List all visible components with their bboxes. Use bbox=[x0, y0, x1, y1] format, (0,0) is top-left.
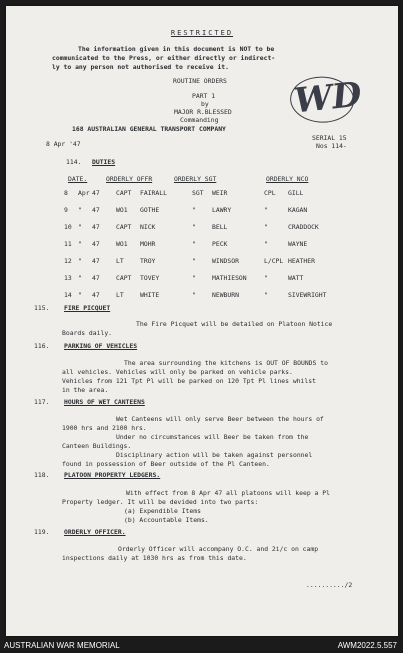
section-number: 116. bbox=[34, 342, 50, 350]
body-line: in the area. bbox=[62, 386, 109, 394]
body-line: inspections daily at 1030 hrs as from this date. bbox=[62, 554, 247, 562]
part-label: PART 1 bbox=[192, 92, 216, 100]
orderly-offr-rank: WO1 bbox=[116, 206, 128, 214]
orderly-nco-name: CRADDOCK bbox=[288, 223, 319, 231]
handwritten-initials: WD bbox=[292, 74, 364, 122]
orderly-sgt-rank: " bbox=[192, 274, 196, 282]
orderly-sgt-rank: " bbox=[192, 206, 196, 214]
orderly-offr-name: FAIRALL bbox=[140, 189, 167, 197]
orderly-sgt-name: BELL bbox=[212, 223, 228, 231]
duty-date-year: 47 bbox=[92, 189, 100, 197]
duty-date-year: 47 bbox=[92, 206, 100, 214]
body-line: Disciplinary action will be taken against personnel bbox=[116, 451, 313, 459]
orderly-nco-rank: " bbox=[264, 240, 268, 248]
body-line: Boards daily. bbox=[62, 329, 113, 337]
body-line: all vehicles. Vehicles will only be parked on vehicle parks. bbox=[62, 368, 293, 376]
section-title: HOURS OF WET CANTEENS bbox=[64, 398, 145, 406]
body-line: The area surrounding the kitchens is OUT OF BOUNDS to bbox=[124, 359, 328, 367]
orderly-offr-name: NICK bbox=[140, 223, 156, 231]
body-line: With effect from 8 Apr 47 all platoons will keep a Pl bbox=[126, 489, 330, 497]
duty-date-year: 47 bbox=[92, 257, 100, 265]
duty-date-year: 47 bbox=[92, 223, 100, 231]
orderly-nco-rank: L/CPL bbox=[264, 257, 284, 265]
document-page bbox=[6, 6, 398, 636]
body-line: Orderly Officer will accompany O.C. and 2i/c on camp bbox=[118, 545, 319, 553]
orderly-sgt-name: MATHIESON bbox=[212, 274, 247, 282]
duty-date-day: 13 bbox=[64, 274, 72, 282]
duty-date-day: 10 bbox=[64, 223, 72, 231]
section-number: 115. bbox=[34, 304, 50, 312]
archive-reference: AWM2022.5.557 bbox=[337, 641, 397, 650]
body-line: Under no circumstances will Beer be taken from the bbox=[116, 433, 309, 441]
section-number: 114. bbox=[66, 158, 82, 166]
orderly-offr-rank: CAPT bbox=[116, 274, 132, 282]
commanding-label: Commanding bbox=[180, 116, 219, 124]
duty-date-day: 9 bbox=[64, 206, 68, 214]
duty-date-day: 8 bbox=[64, 189, 68, 197]
serial-number: SERIAL 15 bbox=[312, 134, 347, 142]
duty-date-month: Apr bbox=[78, 189, 90, 197]
duty-date-year: 47 bbox=[92, 274, 100, 282]
column-header-orderly-offr: ORDERLY OFFR bbox=[106, 175, 153, 183]
duty-date-month: " bbox=[78, 274, 82, 282]
orderly-offr-rank: WO1 bbox=[116, 240, 128, 248]
orderly-sgt-name: NEWBURN bbox=[212, 291, 239, 299]
orderly-nco-name: SIVEWRIGHT bbox=[288, 291, 327, 299]
duty-date-month: " bbox=[78, 240, 82, 248]
orderly-offr-name: MOHR bbox=[140, 240, 156, 248]
orderly-offr-name: WHITE bbox=[140, 291, 160, 299]
commander-name: MAJOR R.BLESSED bbox=[174, 108, 232, 116]
orderly-sgt-rank: " bbox=[192, 240, 196, 248]
duty-date-day: 11 bbox=[64, 240, 72, 248]
duty-date-day: 14 bbox=[64, 291, 72, 299]
section-number: 119. bbox=[34, 528, 50, 536]
orderly-nco-name: KAGAN bbox=[288, 206, 308, 214]
restricted-heading: RESTRICTED bbox=[170, 29, 234, 37]
orderly-nco-rank: " bbox=[264, 223, 268, 231]
body-line: found in possession of Beer outside of the Pl Canteen. bbox=[62, 460, 270, 468]
security-notice-line: communicated to the Press, or either directly or indirect- bbox=[52, 54, 276, 62]
routine-orders-heading: ROUTINE ORDERS bbox=[173, 77, 227, 85]
duty-date-day: 12 bbox=[64, 257, 72, 265]
column-header-orderly-nco: ORDERLY NCO bbox=[266, 175, 309, 183]
body-line: Property ledger. It will be devided into two parts: bbox=[62, 498, 259, 506]
duty-date-year: 47 bbox=[92, 291, 100, 299]
orderly-offr-rank: CAPT bbox=[116, 189, 132, 197]
duty-date-month: " bbox=[78, 223, 82, 231]
orderly-offr-name: GOTHE bbox=[140, 206, 160, 214]
orderly-nco-name: WAYNE bbox=[288, 240, 308, 248]
body-line: Canteen Buildings. bbox=[62, 442, 132, 450]
body-line: Vehicles from 121 Tpt Pl will be parked on 120 Tpt Pl lines whilst bbox=[62, 377, 316, 385]
body-line: The Fire Picquet will be detailed on Platoon Notice bbox=[136, 320, 333, 328]
section-title: ORDERLY OFFICER. bbox=[64, 528, 126, 536]
orderly-sgt-name: WEIR bbox=[212, 189, 228, 197]
by-label: by bbox=[201, 100, 209, 108]
orderly-nco-name: HEATHER bbox=[288, 257, 315, 265]
body-line: 1900 hrs and 2100 hrs. bbox=[62, 424, 147, 432]
orderly-nco-rank: CPL bbox=[264, 189, 276, 197]
orderly-nco-rank: " bbox=[264, 274, 268, 282]
duty-date-month: " bbox=[78, 257, 82, 265]
orderly-nco-name: GILL bbox=[288, 189, 304, 197]
section-number: 118. bbox=[34, 471, 50, 479]
orderly-sgt-name: WINDSOR bbox=[212, 257, 239, 265]
orderly-nco-name: WATT bbox=[288, 274, 304, 282]
body-line: (a) Expendible Items bbox=[124, 507, 201, 515]
order-numbers: Nos 114- bbox=[316, 142, 347, 150]
security-notice-line: The information given in this document is NOT to be bbox=[78, 45, 275, 53]
orderly-offr-rank: CAPT bbox=[116, 223, 132, 231]
body-line: Wet Canteens will only serve Beer between the hours of bbox=[116, 415, 324, 423]
orderly-sgt-rank: SGT bbox=[192, 189, 204, 197]
orderly-sgt-name: LAWRY bbox=[212, 206, 232, 214]
archive-footer bbox=[0, 638, 403, 653]
orderly-offr-rank: LT bbox=[116, 257, 124, 265]
section-title: PARKING OF VEHICLES bbox=[64, 342, 138, 350]
security-notice-line: ly to any person not authorised to receive it. bbox=[52, 63, 229, 71]
section-title: FIRE PICQUET bbox=[64, 304, 111, 312]
page-continuation-marker: ........../2 bbox=[306, 581, 353, 589]
unit-name: 168 AUSTRALIAN GENERAL TRANSPORT COMPANY bbox=[72, 125, 226, 133]
orderly-sgt-rank: " bbox=[192, 291, 196, 299]
orderly-sgt-rank: " bbox=[192, 223, 196, 231]
duty-date-month: " bbox=[78, 291, 82, 299]
orderly-offr-rank: LT bbox=[116, 291, 124, 299]
orderly-offr-name: TOVEY bbox=[140, 274, 160, 282]
duty-date-year: 47 bbox=[92, 240, 100, 248]
archive-name: AUSTRALIAN WAR MEMORIAL bbox=[4, 641, 120, 650]
orderly-offr-name: TROY bbox=[140, 257, 156, 265]
duty-date-month: " bbox=[78, 206, 82, 214]
order-date: 8 Apr '47 bbox=[46, 140, 81, 148]
body-line: (b) Accountable Items. bbox=[124, 516, 209, 524]
section-title: DUTIES bbox=[92, 158, 116, 166]
orderly-nco-rank: " bbox=[264, 291, 268, 299]
orderly-sgt-name: PECK bbox=[212, 240, 228, 248]
orderly-nco-rank: " bbox=[264, 206, 268, 214]
orderly-sgt-rank: " bbox=[192, 257, 196, 265]
column-header-orderly-sgt: ORDERLY SGT bbox=[174, 175, 217, 183]
section-title: PLATOON PROPERTY LEDGERS. bbox=[64, 471, 161, 479]
section-number: 117. bbox=[34, 398, 50, 406]
column-header-date: DATE. bbox=[68, 175, 88, 183]
